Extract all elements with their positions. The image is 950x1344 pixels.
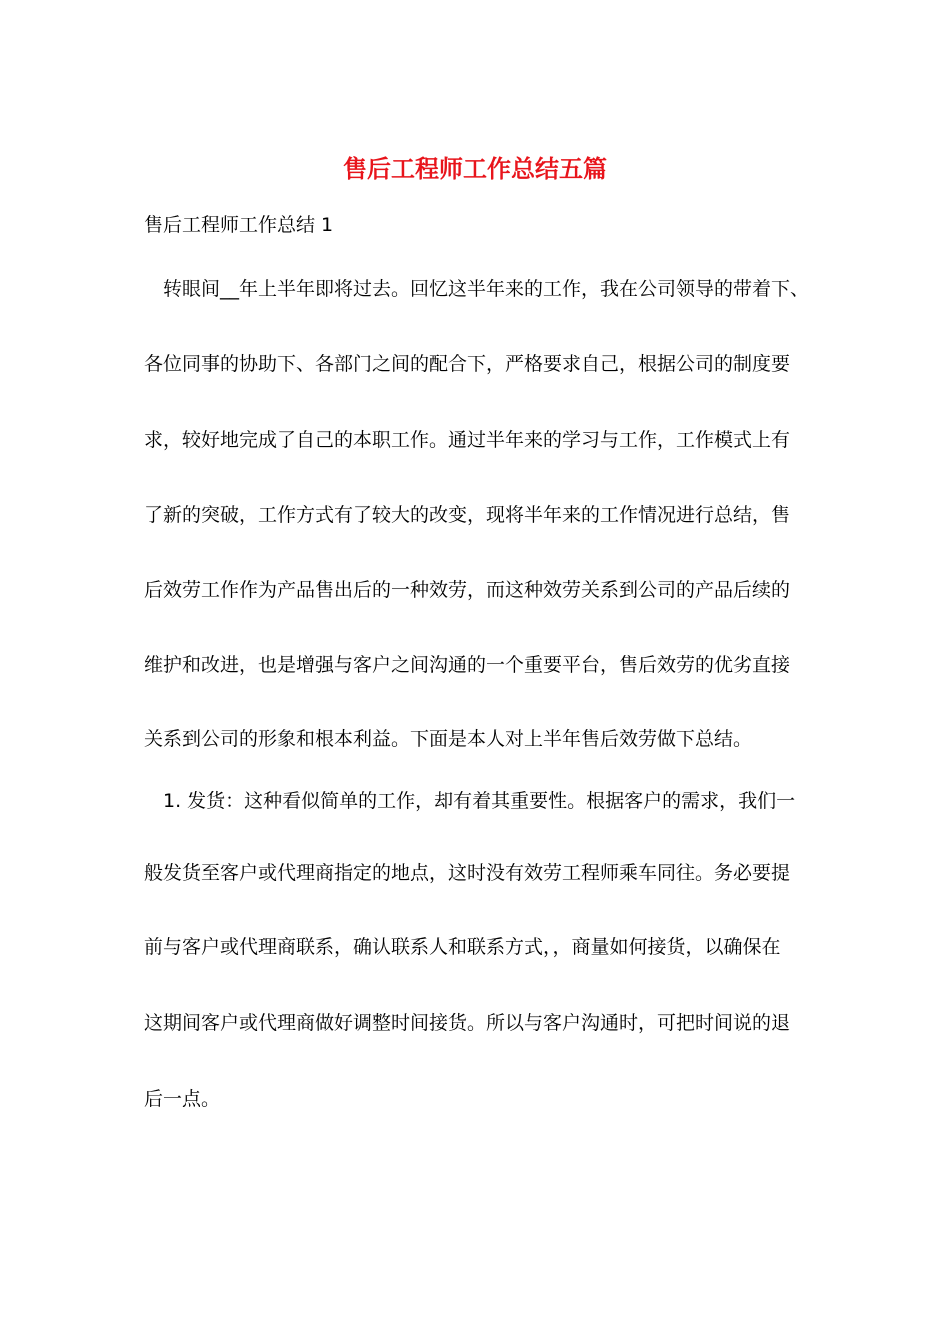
paragraph-2-line-2: 般发货至客户或代理商指定的地点，这时没有效劳工程师乘车同往。务必要提 [144, 862, 791, 884]
paragraph-2-line-4: 这期间客户或代理商做好调整时间接货。所以与客户沟通时，可把时间说的退 [144, 1012, 791, 1034]
paragraph-2-line-3: 前与客户或代理商联系，确认联系人和联系方式，，商量如何接货，以确保在 [144, 936, 781, 958]
paragraph-1-line-1: 转眼间__年上半年即将过去。回忆这半年来的工作，我在公司领导的带着下、 [144, 278, 810, 300]
paragraph-1-line-5: 后效劳工作作为产品售出后的一种效劳，而这种效劳关系到公司的产品后续的 [144, 579, 791, 601]
paragraph-1-line-2: 各位同事的协助下、各部门之间的配合下，严格要求自己，根据公司的制度要 [144, 353, 791, 375]
paragraph-1-line-4: 了新的突破，工作方式有了较大的改变，现将半年来的工作情况进行总结，售 [144, 504, 791, 526]
paragraph-2-line-1: 1. 发货：这种看似简单的工作，却有着其重要性。根据客户的需求，我们一 [144, 790, 796, 812]
paragraph-1-line-6: 维护和改进，也是增强与客户之间沟通的一个重要平台，售后效劳的优劣直接 [144, 654, 791, 676]
paragraph-1-line-7: 关系到公司的形象和根本利益。下面是本人对上半年售后效劳做下总结。 [144, 728, 753, 750]
section-heading: 售后工程师工作总结 1 [144, 214, 334, 236]
paragraph-1-line-3: 求，较好地完成了自己的本职工作。通过半年来的学习与工作，工作模式上有 [144, 429, 791, 451]
paragraph-2-line-5: 后一点。 [144, 1088, 221, 1110]
document-title: 售后工程师工作总结五篇 [343, 154, 607, 183]
